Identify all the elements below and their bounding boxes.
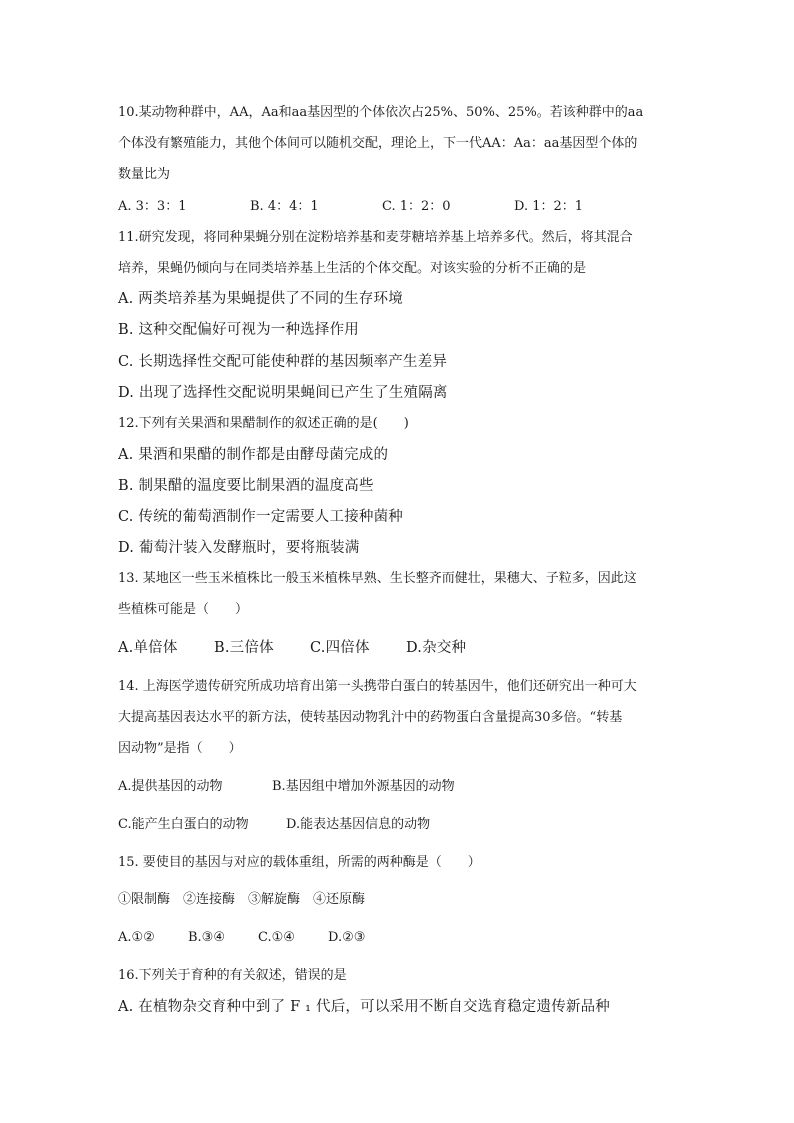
q10-stem-line1: 10.某动物种群中，AA，Aa和aa基因型的个体依次占25%、50%、25%。若该种群中的aa [118,105,644,120]
q14-option-d: D.能表达基因信息的动物 [286,817,431,832]
q15-option-b: B.③④ [188,930,225,945]
q11-option-a: A. 两类培养基为果蝇提供了不同的生存环境 [118,291,403,307]
q13-stem-line1: 13. 某地区一些玉米植株比一般玉米植株早熟、生长整齐而健壮，果穗大、子粒多，因此这 [118,571,637,586]
q10-option-b: B. 4：4：1 [250,199,319,214]
q11-option-c: C. 长期选择性交配可能使种群的基因频率产生差异 [118,354,448,370]
q12-option-a: A. 果酒和果醋的制作都是由酵母菌完成的 [118,447,389,463]
q14-stem-line2: 大提高基因表达水平的新方法，使转基因动物乳汁中的药物蛋白含量提高30多倍。“转基 [118,710,623,725]
q15-enzyme-list: ①限制酶 ②连接酶 ③解旋酶 ④还原酶 [118,892,366,907]
q13-option-c: C.四倍体 [310,640,370,656]
q16-stem: 16.下列关于育种的有关叙述，错误的是 [118,968,347,983]
q16-option-a: A. 在植物杂交育种中到了 F ₁ 代后，可以采用不断自交选育稳定遗传新品种 [118,999,610,1015]
q11-option-d: D. 出现了选择性交配说明果蝇间已产生了生殖隔离 [118,385,448,401]
q14-option-b: B.基因组中增加外源基因的动物 [272,779,455,794]
q13-stem-line2: 些植株可能是（ ） [118,602,249,617]
q13-option-b: B.三倍体 [214,640,274,656]
q11-stem-line2: 培养，果蝇仍倾向与在同类培养基上生活的个体交配。对该实验的分析不正确的是 [118,261,587,276]
q12-option-c: C. 传统的葡萄酒制作一定需要人工接种菌种 [118,509,403,525]
q12-stem: 12.下列有关果酒和果醋制作的叙述正确的是( ) [118,416,409,431]
q15-option-a: A.①② [118,930,155,945]
q15-option-c: C.①④ [258,930,295,945]
q10-option-a: A. 3：3：1 [118,199,187,214]
q15-option-d: D.②③ [328,930,366,945]
q10-stem-line3: 数量比为 [118,167,171,182]
q11-option-b: B. 这种交配偏好可视为一种选择作用 [118,322,359,338]
q10-stem-line2: 个体没有繁殖能力，其他个体间可以随机交配，理论上，下一代AA：Aa：aa基因型个体的 [118,136,638,151]
q14-option-a: A.提供基因的动物 [118,779,223,794]
q12-option-b: B. 制果醋的温度要比制果酒的温度高些 [118,478,374,494]
q13-option-a: A.单倍体 [118,640,178,656]
q11-stem-line1: 11.研究发现，将同种果蝇分别在淀粉培养基和麦芽糖培养基上培养多代。然后，将其混合 [118,230,633,245]
q10-option-d: D. 1：2：1 [514,199,584,214]
q10-option-c: C. 1：2：0 [382,199,451,214]
q13-option-d: D.杂交种 [406,640,467,656]
q14-option-c: C.能产生白蛋白的动物 [118,817,249,832]
q15-stem: 15. 要使目的基因与对应的载体重组，所需的两种酶是（ ） [118,855,481,870]
q14-stem-line3: 因动物”是指（ ） [118,741,242,756]
q14-stem-line1: 14. 上海医学遗传研究所成功培育出第一头携带白蛋白的转基因牛，他们还研究出一种可大 [118,679,637,694]
q12-option-d: D. 葡萄汁装入发酵瓶时，要将瓶装满 [118,540,360,556]
